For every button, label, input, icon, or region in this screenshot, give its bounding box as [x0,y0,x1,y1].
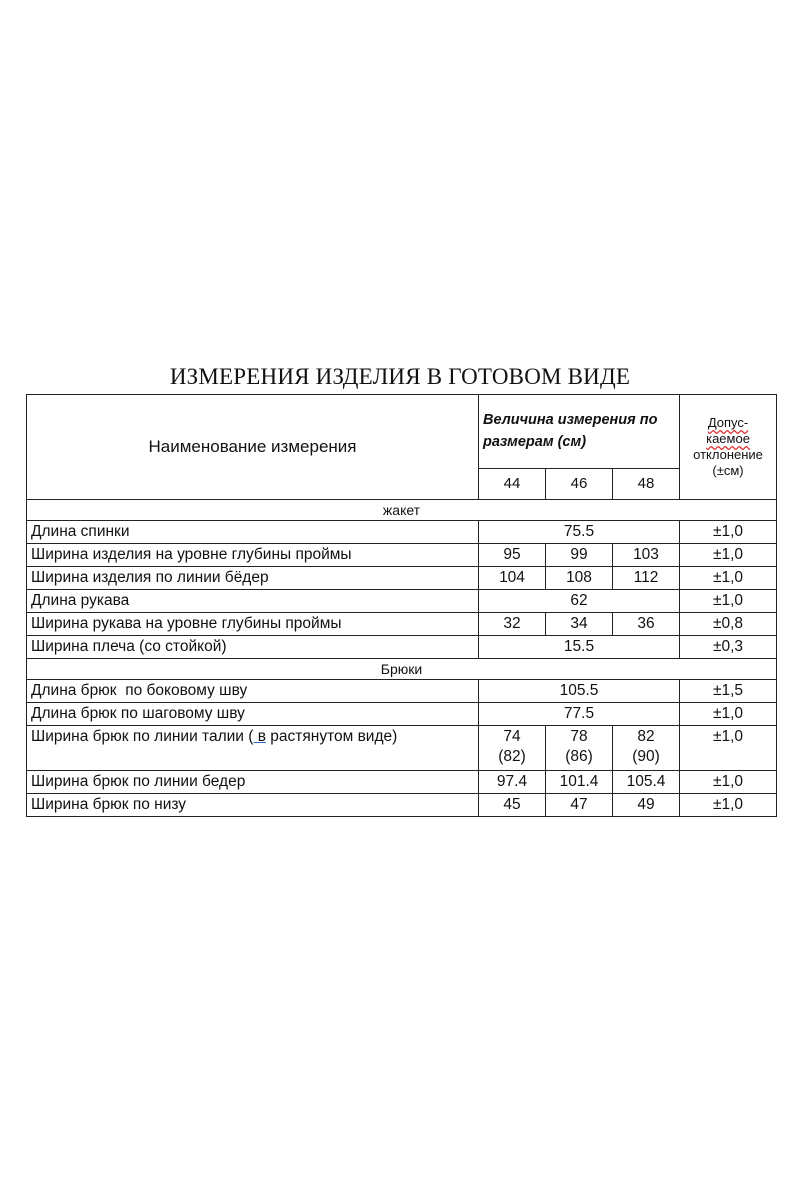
row-value: 77.5 [479,703,680,726]
row-tolerance: ±1,5 [680,680,777,703]
row-value: 62 [479,590,680,613]
row-value-44: 95 [479,544,546,567]
row-name: Длина спинки [27,521,479,544]
row-name: Длина рукава [27,590,479,613]
table-row [27,794,777,817]
row-value-44: 45 [479,794,546,817]
header-size-44: 44 [479,468,546,499]
table-row [27,703,777,726]
row-value-46: 47 [546,794,613,817]
measurements-table [26,394,777,817]
value-stretched: (82) [498,748,526,765]
tolerance-line-4: (±см) [712,463,744,478]
row-name: Длина брюк по шаговому шву [27,703,479,726]
row-value-44: 97.4 [479,771,546,794]
row-value-48: 112 [613,567,680,590]
header-value-column: Величина измерения по размерам (см) [479,395,680,469]
row-tolerance: ±0,3 [680,636,777,659]
header-size-46: 46 [546,468,613,499]
value-main: 74 [503,728,521,745]
row-value-48: 103 [613,544,680,567]
tolerance-line-2: каемое [706,431,750,446]
row-tolerance: ±1,0 [680,726,777,771]
section-label-trousers: Брюки [27,659,777,680]
row-value-48: 105.4 [613,771,680,794]
tolerance-line-1: Допус- [707,415,749,430]
row-value-46: 34 [546,613,613,636]
header-tolerance-column [680,395,777,500]
value-stretched: (90) [632,748,660,765]
row-value-44: 32 [479,613,546,636]
table-row [27,521,777,544]
table-row [27,636,777,659]
row-name: Ширина изделия на уровне глубины проймы [27,544,479,567]
row-name: Ширина плеча (со стойкой) [27,636,479,659]
row-value: 105.5 [479,680,680,703]
table-row [27,613,777,636]
row-value-48 [613,726,680,771]
header-name-column: Наименование измерения [27,395,479,500]
row-tolerance: ±1,0 [680,567,777,590]
row-name-part: Ширина брюк по линии талии ( [31,728,254,745]
row-tolerance: ±1,0 [680,771,777,794]
row-name-inserted: в [253,728,266,745]
row-name: Длина брюк по боковому шву [27,680,479,703]
row-name: Ширина рукава на уровне глубины проймы [27,613,479,636]
row-value-46: 108 [546,567,613,590]
row-name [27,726,479,771]
row-tolerance: ±1,0 [680,703,777,726]
row-value-44 [479,726,546,771]
header-size-48: 48 [613,468,680,499]
table-row [27,771,777,794]
row-value-44: 104 [479,567,546,590]
value-main: 82 [637,728,655,745]
row-tolerance: ±1,0 [680,590,777,613]
row-name: Ширина брюк по низу [27,794,479,817]
row-name: Ширина изделия по линии бёдер [27,567,479,590]
section-label-jacket: жакет [27,500,777,521]
row-tolerance: ±1,0 [680,544,777,567]
row-name-part: растянутом виде) [265,728,398,745]
table-row [27,680,777,703]
tolerance-line-3: отклонение [693,447,763,462]
row-tolerance: ±1,0 [680,794,777,817]
value-stretched: (86) [565,748,593,765]
table-row [27,567,777,590]
table-row [27,544,777,567]
row-value: 75.5 [479,521,680,544]
row-tolerance: ±0,8 [680,613,777,636]
document-title: ИЗМЕРЕНИЯ ИЗДЕЛИЯ В ГОТОВОМ ВИДЕ [169,364,631,389]
value-main: 78 [570,728,588,745]
row-value-46: 101.4 [546,771,613,794]
row-value-46 [546,726,613,771]
row-value-48: 36 [613,613,680,636]
table-row [27,726,777,771]
row-tolerance: ±1,0 [680,521,777,544]
row-value-48: 49 [613,794,680,817]
row-name: Ширина брюк по линии бедер [27,771,479,794]
row-value: 15.5 [479,636,680,659]
row-value-46: 99 [546,544,613,567]
table-row [27,590,777,613]
